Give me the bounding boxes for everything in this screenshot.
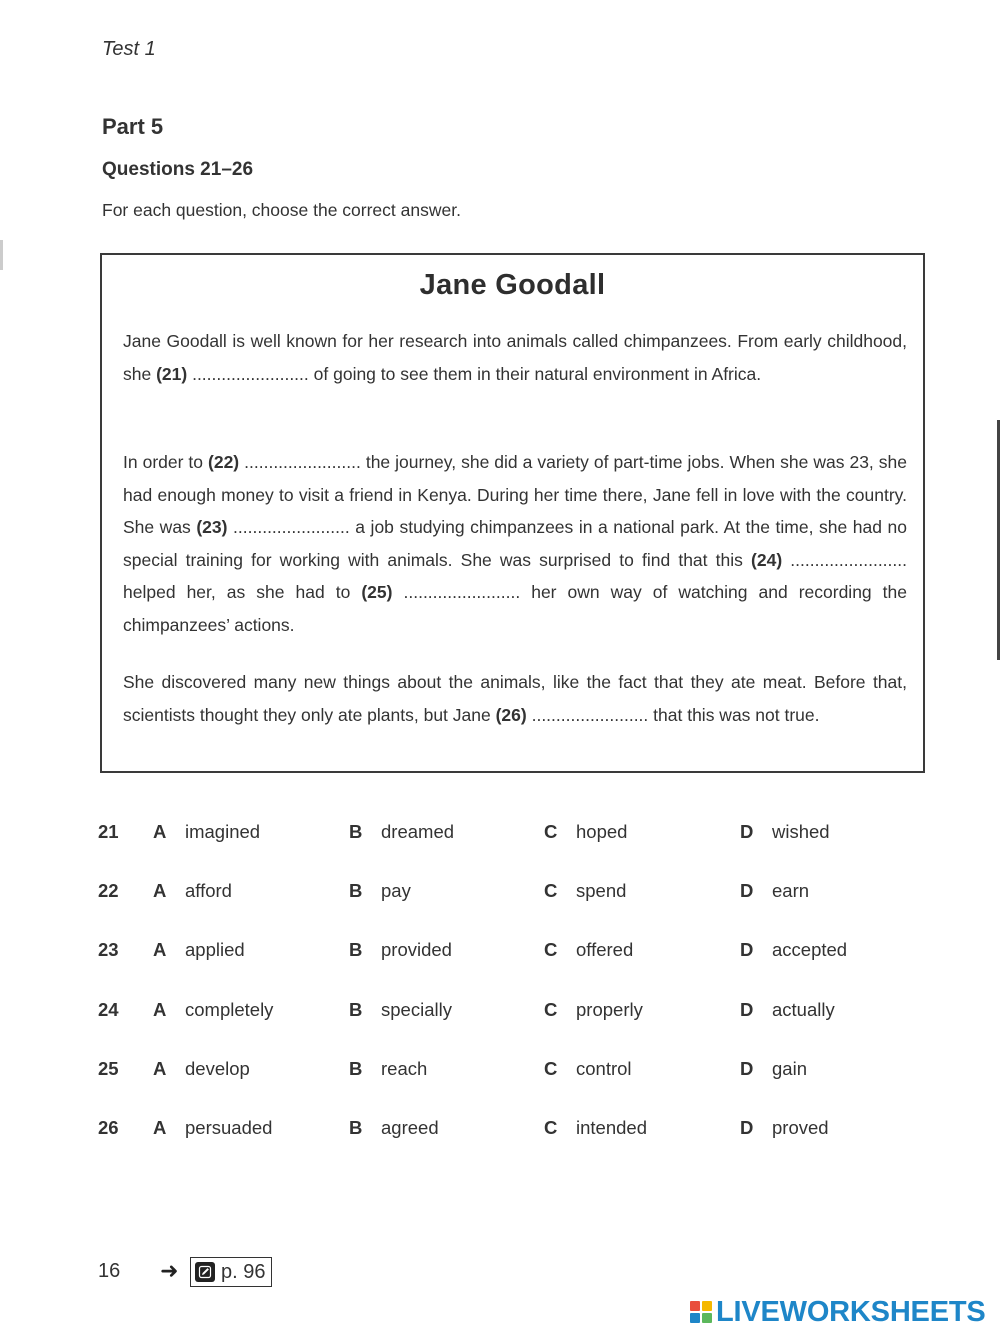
instructions: For each question, choose the correct answer.: [102, 200, 461, 220]
gap-21: ........................: [192, 363, 309, 384]
passage-paragraph-2: In order to (22) ........................ the journey, she did a variety of part-time jobs. When she was 23, she had enough money to visit a friend in Kenya. During her time there, Jane fell in love with the country. She was (23) ........................ a job studying chimpanzees in a national park. At the time, she had no special training for working with animals. She was surprised to find that this (24) ........................ helped her, as she had to (25) ........................ her own way of watching and recording the chimpanzees’ actions.: [123, 452, 908, 635]
gap-number-25: (25): [361, 582, 393, 603]
page-reference-text: p. 96: [221, 1260, 266, 1283]
question-row-22: 22 A afford B pay C spend D earn: [98, 880, 810, 902]
gap-number-22: (22): [208, 452, 240, 472]
question-number: 24: [98, 998, 119, 1020]
gap-25: ........................: [403, 582, 521, 603]
part-title: Part 5: [102, 114, 164, 139]
question-number: 23: [98, 939, 119, 961]
page-reference[interactable]: [190, 1257, 272, 1287]
logo-cubes-icon: [690, 1301, 712, 1323]
page-edge-mark-left: [0, 240, 3, 270]
answer-options: [98, 815, 898, 1170]
questions-title: Questions 21–26: [102, 159, 254, 180]
logo-cube: [690, 1313, 700, 1323]
liveworksheets-logo: [690, 1294, 986, 1330]
test-label: Test 1: [102, 38, 156, 60]
question-row-24: 24 A completely B specially C properly D actually: [98, 998, 835, 1020]
question-row-21: 21 A imagined B dreamed C hoped D wished: [98, 821, 830, 842]
logo-text: LIVEWORKSHEETS: [716, 1295, 986, 1328]
question-number: 25: [98, 1057, 119, 1079]
logo-cube: [702, 1313, 712, 1323]
gap-22: ........................: [244, 452, 361, 472]
question-number: 22: [98, 880, 119, 902]
question-number: 21: [98, 821, 119, 842]
gap-number-26: (26): [495, 704, 527, 725]
gap-number-24: (24): [751, 549, 783, 570]
logo-cube: [690, 1301, 700, 1311]
gap-23: ........................: [233, 517, 350, 538]
passage-paragraph-1: Jane Goodall is well known for her research into animals called chimpanzees. From early childhood, she (21) ........................ of going to see them in their natural environment in Africa.: [123, 331, 907, 384]
question-row-23: 23 A applied B provided C offered D accepted: [98, 939, 848, 961]
gap-number-23: (23): [196, 517, 228, 538]
arrow-right-icon: ➜: [160, 1258, 179, 1283]
logo-cube: [702, 1301, 712, 1311]
gap-24: ........................: [790, 549, 907, 570]
question-row-25: 25 A develop B reach C control D gain: [98, 1057, 807, 1079]
gap-number-21: (21): [156, 363, 188, 384]
question-row-26: 26 A persuaded B agreed C intended D proved: [98, 1116, 829, 1138]
pencil-icon: [195, 1262, 215, 1282]
passage-title: Jane Goodall: [419, 269, 606, 301]
page-number: 16: [98, 1260, 121, 1282]
passage-box: [100, 253, 925, 773]
question-number: 26: [98, 1116, 119, 1138]
gap-26: ........................: [531, 704, 649, 725]
passage-paragraph-3: She discovered many new things about the animals, like the fact that they ate meat. Before that, scientists thought they only ate plants, but Jane (26) ........................ that this was not true.: [123, 672, 907, 725]
